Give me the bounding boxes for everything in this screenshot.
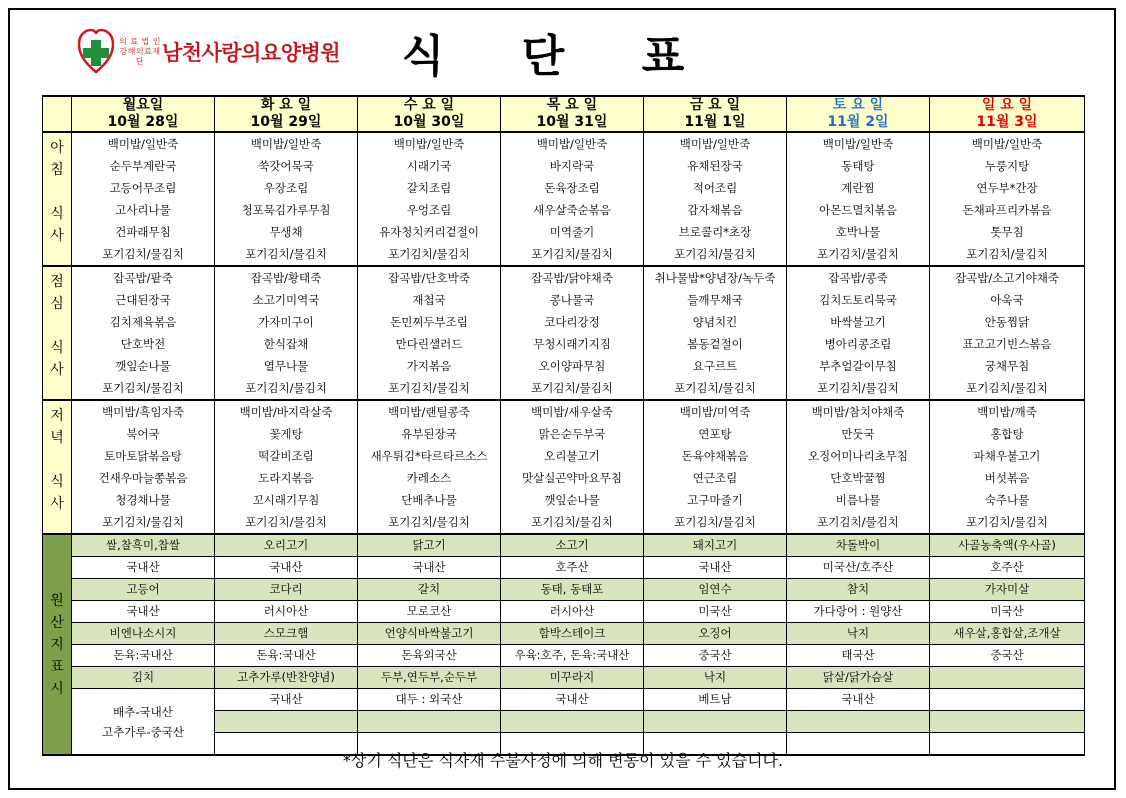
origin-cell: 두부,연두부,순두부	[358, 667, 501, 689]
menu-cell: 오리불고기	[501, 445, 644, 467]
menu-cell: 포기김치/물김치	[644, 511, 787, 534]
menu-cell: 단호박전	[72, 333, 215, 355]
meal-label-char: 식	[50, 474, 64, 490]
origin-cell	[501, 711, 644, 733]
origin-row	[43, 645, 1085, 667]
origin-cell: 러시아산	[501, 601, 644, 623]
menu-table	[42, 95, 1084, 743]
day-header	[358, 96, 501, 132]
origin-cell	[644, 711, 787, 733]
menu-cell: 맛살실곤약마요무침	[501, 467, 644, 489]
meal-row	[43, 511, 1085, 534]
menu-cell: 콩나물국	[501, 289, 644, 311]
menu-cell: 백미밥/일반죽	[930, 132, 1085, 155]
menu-cell: 포기김치/물김치	[787, 377, 930, 400]
title-char: 단	[521, 31, 565, 82]
menu-cell: 바지락국	[501, 155, 644, 177]
menu-cell: 포기김치/물김치	[787, 243, 930, 266]
menu-cell: 새우튀김*타르타르소스	[358, 445, 501, 467]
menu-cell: 비름나물	[787, 489, 930, 511]
menu-cell: 쑥갓어묵국	[215, 155, 358, 177]
menu-grid	[42, 95, 1085, 756]
menu-cell: 잡곡밥/닭야채죽	[501, 266, 644, 289]
origin-cell: 국내산	[644, 557, 787, 579]
day-header	[930, 96, 1085, 132]
hospital-name: 남천사랑의요양병원	[162, 41, 341, 65]
menu-cell: 근대된장국	[72, 289, 215, 311]
menu-cell: 재첩국	[358, 289, 501, 311]
kimchi-origin-note	[72, 689, 215, 756]
origin-cell	[787, 711, 930, 733]
origin-cell: 우육:호주, 돈육:국내산	[501, 645, 644, 667]
meal-label-char	[43, 315, 71, 337]
menu-cell: 우엉조림	[358, 199, 501, 221]
menu-cell: 잡곡밥/소고기야채죽	[930, 266, 1085, 289]
menu-cell: 연근조림	[644, 467, 787, 489]
menu-cell: 백미밥/바지락살죽	[215, 400, 358, 423]
menu-cell: 숙주나물	[930, 489, 1085, 511]
menu-cell: 포기김치/물김치	[72, 511, 215, 534]
menu-cell: 백미밥/일반죽	[787, 132, 930, 155]
meal-label-char: 침	[50, 162, 64, 178]
hospital-logo	[78, 28, 340, 76]
origin-row	[43, 579, 1085, 601]
origin-cell: 미국산	[644, 601, 787, 623]
kimchi-note-line: 고추가루-중국산	[102, 724, 184, 739]
menu-cell: 백미밥/새우살죽	[501, 400, 644, 423]
menu-cell: 오징어미나리초무침	[787, 445, 930, 467]
day-header	[644, 96, 787, 132]
meal-row	[43, 377, 1085, 400]
menu-cell: 계란찜	[787, 177, 930, 199]
menu-cell: 미역줄기	[501, 221, 644, 243]
meal-label-char: 녁	[50, 430, 64, 446]
menu-cell: 청포묵김가루무침	[215, 199, 358, 221]
meal-row	[43, 423, 1085, 445]
meal-label-char: 사	[50, 228, 64, 244]
origin-cell: 미꾸라지	[501, 667, 644, 689]
menu-cell: 백미밥/깨죽	[930, 400, 1085, 423]
menu-cell: 홍합탕	[930, 423, 1085, 445]
menu-cell: 김치도토리묵국	[787, 289, 930, 311]
menu-cell: 요구르트	[644, 355, 787, 377]
meal-label	[43, 132, 72, 266]
header-corner	[43, 96, 72, 132]
meal-label-char: 식	[50, 340, 64, 356]
day-date: 10월 30일	[393, 114, 465, 130]
menu-cell: 무청시래기지짐	[501, 333, 644, 355]
menu-cell: 유자청치커리겉절이	[358, 221, 501, 243]
day-name: 금 요 일	[689, 97, 741, 113]
origin-cell: 러시아산	[215, 601, 358, 623]
menu-cell: 포기김치/물김치	[358, 511, 501, 534]
origin-cell: 쌀,찰흑미,찹쌀	[72, 534, 215, 557]
day-name: 화 요 일	[260, 97, 312, 113]
origin-cell: 고추가루(반찬양념)	[215, 667, 358, 689]
menu-cell: 취나물밥*양념장/녹두죽	[644, 266, 787, 289]
footer-note: *상기 식단은 식자재 수불사정에 의해 변동이 있을 수 있습니다.	[342, 751, 784, 770]
origin-cell: 국내산	[501, 689, 644, 711]
origin-row	[43, 534, 1085, 557]
origin-cell: 차돌박이	[787, 534, 930, 557]
menu-cell: 돈육장조림	[501, 177, 644, 199]
menu-cell: 포기김치/물김치	[215, 377, 358, 400]
meal-label-char: 사	[50, 362, 64, 378]
meal-label-char: 사	[50, 496, 64, 512]
origin-cell: 국내산	[72, 557, 215, 579]
origin-cell: 중국산	[930, 645, 1085, 667]
menu-cell: 봄동겉절이	[644, 333, 787, 355]
menu-cell: 우장조림	[215, 177, 358, 199]
logo-small-line2: 강해의료재단	[119, 47, 161, 66]
origin-cell: 대두 : 외국산	[358, 689, 501, 711]
origin-cell: 갈치	[358, 579, 501, 601]
menu-cell: 백미밥/일반죽	[358, 132, 501, 155]
menu-cell: 꽃게탕	[215, 423, 358, 445]
menu-cell: 백미밥/미역죽	[644, 400, 787, 423]
menu-cell: 열무나물	[215, 355, 358, 377]
menu-cell: 깻잎순나물	[501, 489, 644, 511]
meal-row	[43, 400, 1085, 423]
menu-cell: 버섯볶음	[930, 467, 1085, 489]
origin-cell: 돈육:국내산	[215, 645, 358, 667]
origin-row	[43, 557, 1085, 579]
origin-cell: 국내산	[215, 689, 358, 711]
menu-cell: 코다리강정	[501, 311, 644, 333]
meal-label	[43, 400, 72, 534]
menu-cell: 감자채볶음	[644, 199, 787, 221]
menu-cell: 포기김치/물김치	[501, 243, 644, 266]
meal-row	[43, 333, 1085, 355]
menu-cell: 포기김치/물김치	[644, 377, 787, 400]
day-header-row	[43, 96, 1085, 132]
origin-label-char: 시	[50, 680, 64, 697]
menu-cell: 고사리나물	[72, 199, 215, 221]
origin-cell: 닭살/닭가슴살	[787, 667, 930, 689]
day-header	[501, 96, 644, 132]
menu-cell: 오이양파무침	[501, 355, 644, 377]
meal-label-char: 식	[50, 206, 64, 222]
origin-cell: 가다랑어 : 원양산	[787, 601, 930, 623]
menu-cell: 가지볶음	[358, 355, 501, 377]
menu-cell: 떡갈비조림	[215, 445, 358, 467]
origin-cell: 김치	[72, 667, 215, 689]
menu-cell: 포기김치/물김치	[501, 377, 644, 400]
origin-cell: 돈육외국산	[358, 645, 501, 667]
meal-row	[43, 467, 1085, 489]
menu-cell: 동태탕	[787, 155, 930, 177]
origin-cell: 낙지	[644, 667, 787, 689]
menu-cell: 고구마줄기	[644, 489, 787, 511]
meal-row	[43, 155, 1085, 177]
origin-cell	[358, 711, 501, 733]
menu-cell: 표고고기빈스볶음	[930, 333, 1085, 355]
origin-cell: 국내산	[358, 557, 501, 579]
day-name: 월요일	[122, 97, 164, 113]
menu-cell: 백미밥/일반죽	[72, 132, 215, 155]
meal-label-char: 아	[50, 140, 64, 156]
origin-cell: 오징어	[644, 623, 787, 645]
menu-cell: 시래기국	[358, 155, 501, 177]
menu-cell: 잡곡밥/콩죽	[787, 266, 930, 289]
menu-cell: 포기김치/물김치	[644, 243, 787, 266]
menu-cell: 양념치킨	[644, 311, 787, 333]
day-date: 11월 2일	[827, 114, 889, 130]
origin-row	[43, 667, 1085, 689]
menu-cell: 병아리콩조림	[787, 333, 930, 355]
day-name: 목 요 일	[546, 97, 598, 113]
menu-cell: 소고기미역국	[215, 289, 358, 311]
menu-cell: 안동찜닭	[930, 311, 1085, 333]
menu-cell: 백미밥/참치야채죽	[787, 400, 930, 423]
kimchi-note-line: 배추-국내산	[113, 704, 173, 719]
header	[78, 26, 1078, 82]
menu-cell: 고등어무조림	[72, 177, 215, 199]
menu-cell: 백미밥/일반죽	[501, 132, 644, 155]
meal-label-char	[43, 449, 71, 471]
menu-cell: 만둣국	[787, 423, 930, 445]
origin-cell: 코다리	[215, 579, 358, 601]
origin-cell: 모로코산	[358, 601, 501, 623]
menu-cell: 단호박꿀찜	[787, 467, 930, 489]
day-date: 10월 31일	[536, 114, 608, 130]
menu-cell: 백미밥/일반죽	[215, 132, 358, 155]
menu-cell: 브로콜리*초장	[644, 221, 787, 243]
menu-cell: 단배추나물	[358, 489, 501, 511]
menu-cell: 포기김치/물김치	[787, 511, 930, 534]
origin-cell: 낙지	[787, 623, 930, 645]
menu-cell: 백미밥/랜틸콩죽	[358, 400, 501, 423]
origin-cell: 가자미살	[930, 579, 1085, 601]
menu-cell: 포기김치/물김치	[501, 511, 644, 534]
origin-label-char: 지	[50, 636, 64, 653]
menu-cell: 아몬드멸치볶음	[787, 199, 930, 221]
origin-label-char: 원	[50, 592, 64, 609]
menu-cell: 연두부*간장	[930, 177, 1085, 199]
menu-cell: 도라지볶음	[215, 467, 358, 489]
meal-row	[43, 266, 1085, 289]
menu-cell: 카레소스	[358, 467, 501, 489]
menu-cell: 순두부계란국	[72, 155, 215, 177]
origin-cell: 호주산	[501, 557, 644, 579]
menu-cell: 북어국	[72, 423, 215, 445]
menu-cell: 깻잎순나물	[72, 355, 215, 377]
origin-cell: 닭고기	[358, 534, 501, 557]
menu-cell: 포기김치/물김치	[930, 377, 1085, 400]
origin-cell: 동태, 동태포	[501, 579, 644, 601]
menu-cell: 호박나물	[787, 221, 930, 243]
origin-cell: 사골농축액(우사골)	[930, 534, 1085, 557]
day-date: 11월 3일	[976, 114, 1038, 130]
origin-row	[43, 623, 1085, 645]
meal-row	[43, 221, 1085, 243]
menu-cell: 파채우불고기	[930, 445, 1085, 467]
title-char: 식	[401, 31, 445, 82]
menu-cell: 들깨무채국	[644, 289, 787, 311]
origin-cell: 새우살,홍합살,조개살	[930, 623, 1085, 645]
origin-cell: 돼지고기	[644, 534, 787, 557]
meal-row	[43, 289, 1085, 311]
menu-cell: 포기김치/물김치	[72, 243, 215, 266]
menu-cell: 건새우마늘쫑볶음	[72, 467, 215, 489]
origin-cell: 비엔나소시지	[72, 623, 215, 645]
menu-cell: 유채된장국	[644, 155, 787, 177]
day-name: 일 요 일	[981, 97, 1033, 113]
menu-cell: 김치제육볶음	[72, 311, 215, 333]
origin-cell: 함박스테이크	[501, 623, 644, 645]
origin-row	[43, 689, 1085, 711]
day-header	[72, 96, 215, 132]
meal-row	[43, 132, 1085, 155]
page-title	[363, 20, 723, 84]
meal-label	[43, 266, 72, 400]
menu-cell: 돈채파프리카볶음	[930, 199, 1085, 221]
menu-cell: 바싹불고기	[787, 311, 930, 333]
origin-cell	[930, 689, 1085, 711]
menu-cell: 아욱국	[930, 289, 1085, 311]
menu-cell: 톳무침	[930, 221, 1085, 243]
origin-cell: 중국산	[644, 645, 787, 667]
origin-cell: 국내산	[72, 601, 215, 623]
menu-cell: 가자미구이	[215, 311, 358, 333]
day-date: 10월 28일	[107, 114, 179, 130]
origin-cell: 언양식바싹불고기	[358, 623, 501, 645]
menu-cell: 잡곡밥/팥죽	[72, 266, 215, 289]
origin-label	[43, 534, 72, 755]
menu-cell: 만다린샐러드	[358, 333, 501, 355]
meal-label-char	[43, 181, 71, 203]
origin-cell: 참치	[787, 579, 930, 601]
menu-cell: 꼬시래기무침	[215, 489, 358, 511]
logo-small-line1: 의 료 법 인	[118, 37, 162, 46]
meal-row	[43, 445, 1085, 467]
origin-row	[43, 601, 1085, 623]
origin-cell: 스모크햄	[215, 623, 358, 645]
menu-cell: 무생채	[215, 221, 358, 243]
day-name: 수 요 일	[403, 97, 455, 113]
menu-cell: 토마토닭볶음탕	[72, 445, 215, 467]
origin-cell: 고등어	[72, 579, 215, 601]
menu-cell: 청경채나물	[72, 489, 215, 511]
origin-label-char: 표	[50, 658, 64, 675]
origin-cell: 국내산	[787, 689, 930, 711]
menu-cell: 잡곡밥/황태죽	[215, 266, 358, 289]
menu-cell: 포기김치/물김치	[215, 511, 358, 534]
menu-cell: 맑은순두부국	[501, 423, 644, 445]
menu-cell: 포기김치/물김치	[930, 243, 1085, 266]
origin-cell	[215, 711, 358, 733]
origin-cell: 오리고기	[215, 534, 358, 557]
origin-cell: 베트남	[644, 689, 787, 711]
origin-cell: 미국산	[930, 601, 1085, 623]
menu-cell: 연포탕	[644, 423, 787, 445]
day-date: 11월 1일	[684, 114, 746, 130]
menu-cell: 갈치조림	[358, 177, 501, 199]
menu-cell: 누룽지탕	[930, 155, 1085, 177]
meal-row	[43, 355, 1085, 377]
menu-cell: 포기김치/물김치	[358, 377, 501, 400]
menu-cell: 새우살죽순볶음	[501, 199, 644, 221]
origin-cell	[930, 711, 1085, 733]
meal-label-char: 점	[50, 274, 64, 290]
menu-cell: 포기김치/물김치	[358, 243, 501, 266]
menu-cell: 건파래무침	[72, 221, 215, 243]
menu-cell: 부추얼갈이무침	[787, 355, 930, 377]
menu-cell: 잡곡밥/단호박죽	[358, 266, 501, 289]
origin-cell: 호주산	[930, 557, 1085, 579]
origin-cell: 미국산/호주산	[787, 557, 930, 579]
menu-cell: 포기김치/물김치	[72, 377, 215, 400]
menu-cell: 적어조림	[644, 177, 787, 199]
menu-cell: 돈민찌두부조림	[358, 311, 501, 333]
menu-cell: 백미밥/흑임자죽	[72, 400, 215, 423]
menu-cell: 유부된장국	[358, 423, 501, 445]
origin-cell: 돈육:국내산	[72, 645, 215, 667]
meal-label-char: 심	[50, 296, 64, 312]
menu-cell: 백미밥/일반죽	[644, 132, 787, 155]
menu-cell: 돈육야채볶음	[644, 445, 787, 467]
origin-cell: 소고기	[501, 534, 644, 557]
title-char: 표	[641, 31, 685, 82]
origin-cell	[930, 667, 1085, 689]
menu-cell: 포기김치/물김치	[215, 243, 358, 266]
meal-label-char: 저	[50, 408, 64, 424]
origin-cell: 태국산	[787, 645, 930, 667]
day-date: 10월 29일	[250, 114, 322, 130]
day-header	[215, 96, 358, 132]
menu-cell: 한식잡채	[215, 333, 358, 355]
meal-row	[43, 199, 1085, 221]
meal-row	[43, 311, 1085, 333]
meal-row	[43, 177, 1085, 199]
origin-cell: 국내산	[215, 557, 358, 579]
meal-row	[43, 243, 1085, 266]
origin-label-char: 산	[50, 614, 64, 631]
day-header	[787, 96, 930, 132]
origin-cell: 임연수	[644, 579, 787, 601]
menu-cell: 포기김치/물김치	[930, 511, 1085, 534]
meal-row	[43, 489, 1085, 511]
menu-cell: 궁채무침	[930, 355, 1085, 377]
heart-cross-icon	[78, 28, 114, 76]
day-name: 토 요 일	[832, 97, 884, 113]
